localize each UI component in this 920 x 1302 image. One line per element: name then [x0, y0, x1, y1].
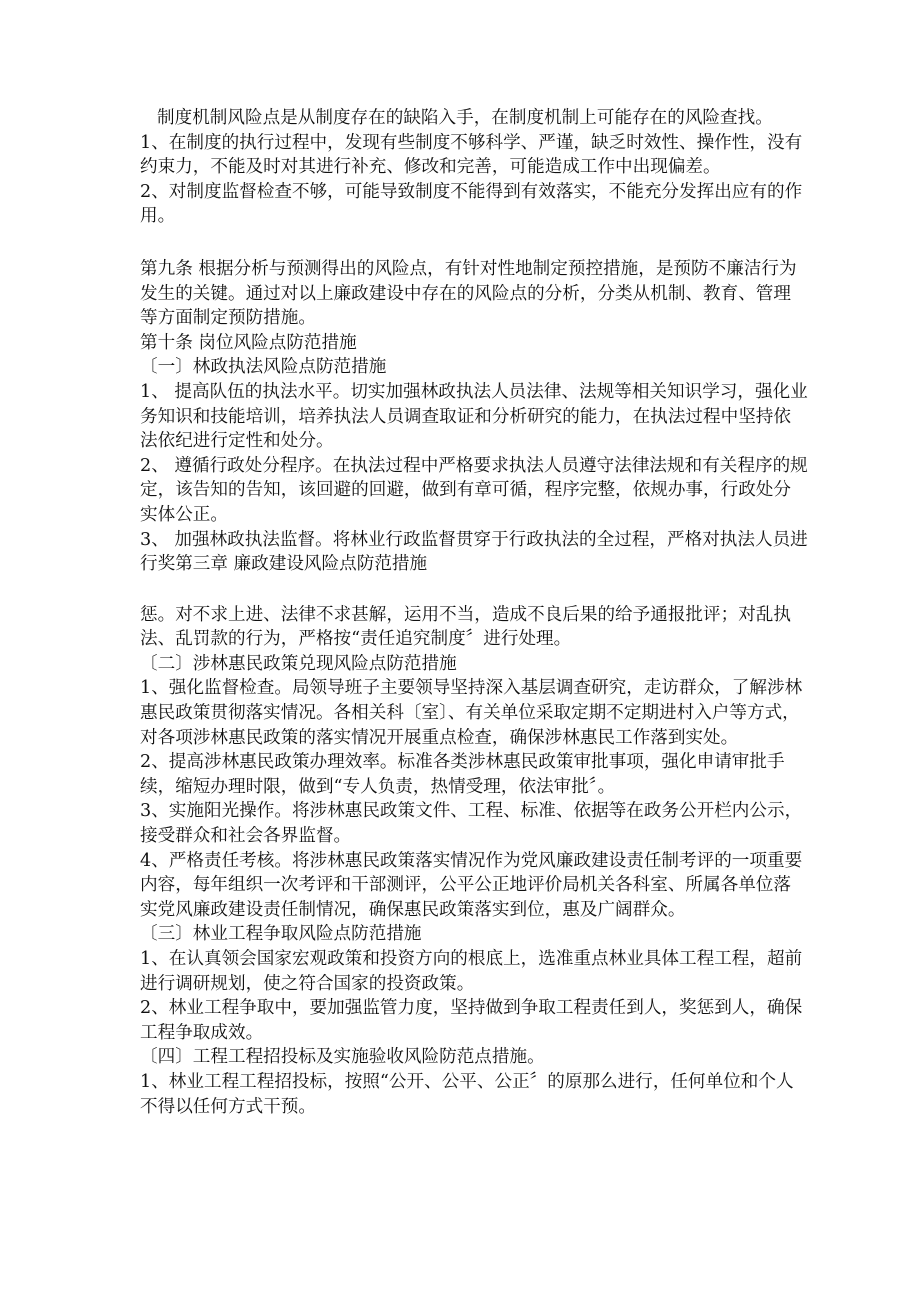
section-two-item-1: 1、强化监督检查。局领导班子主要领导坚持深入基层调查研究，走访群众，了解涉林惠民政策贯彻落实情况。各相关科〔室〕、有关单位采取定期不定期进村入户等方式，对各项涉林惠民政策的落实情况开展重点检查，确保涉林惠民工作落到实处。 [140, 678, 803, 748]
section-two-heading: 〔二〕涉林惠民政策兑现风险点防范措施 [140, 653, 457, 674]
paragraph-gap [140, 229, 808, 257]
section-two-item-3: 3、实施阳光操作。将涉林惠民政策文件、工程、标准、依据等在政务公开栏内公示，接受群众和社会各界监督。 [140, 801, 803, 847]
article-nine: 第九条 根据分析与预测得出的风险点，有针对性地制定预控措施，是预防不廉洁行为发生的关键。通过对以上廉政建设中存在的风险点的分析，分类从机制、教育、管理等方面制定预防措施。 [140, 258, 797, 329]
section-two-item-4: 4、严格责任考核。将涉林惠民政策落实情况作为党风廉政建设责任制考评的一项重要内容，每年组织一次考评和干部测评，公平公正地评价局机关各科室、所属各单位落实党风廉政建设责任制情况，确保惠民政策落实到位，惠及广阔群众。 [140, 850, 803, 920]
paragraph-gap [140, 577, 808, 603]
section-one-heading: 〔一〕林政执法风险点防范措施 [140, 357, 387, 378]
section-two-item-2: 2、提高涉林惠民政策办理效率。标准各类涉林惠民政策审批事项，强化申请审批手续，缩短办理时限，做到“专人负责，热情受理，依法审批〞。 [140, 752, 785, 797]
paragraph-intro: 制度机制风险点是从制度存在的缺陷入手，在制度机制上可能存在的风险查找。 [157, 108, 773, 128]
section-four-item-1: 1、林业工程工程招投标，按照“公开、公平、公正〞的原那么进行，任何单位和个人不得以任何方式干预。 [140, 1071, 794, 1117]
paragraph-item-2: 2、对制度监督检查不够，可能导致制度不能得到有效落实，不能充分发挥出应有的作用。 [140, 181, 803, 227]
section-three-item-2: 2、林业工程争取中，要加强监管力度，坚持做到争取工程责任到人，奖惩到人，确保工程争取成效。 [140, 998, 803, 1043]
section-one-item-1: 1、 提高队伍的执法水平。切实加强林政执法人员法律、法规等相关知识学习，强化业务知识和技能培训，培养执法人员调查取证和分析研究的能力，在执法过程中坚持依法依纪进行定性和处分。 [140, 381, 808, 452]
section-one-item-3: 3、 加强林政执法监督。将林业行政监督贯穿于行政执法的全过程，严格对执法人员进行奖第三章 廉政建设风险点防范措施 [140, 529, 808, 575]
section-one-item-2: 2、 遵循行政处分程序。在执法过程中严格要求执法人员遵守法律法规和有关程序的规定，该告知的告知，该回避的回避，做到有章可循，程序完整，依规办事，行政处分实体公正。 [140, 455, 808, 525]
section-one-item-3-continued: 惩。对不求上进、法律不求甚解，运用不当，造成不良后果的给予通报批评；对乱执法、乱罚款的行为，严格按“责任追究制度〞进行处理。 [140, 604, 791, 650]
section-four-heading: 〔四〕工程工程招投标及实施验收风险防范点措施。 [140, 1047, 545, 1068]
article-ten-heading: 第十条 岗位风险点防范措施 [140, 332, 357, 353]
section-three-heading: 〔三〕林业工程争取风险点防范措施 [140, 924, 422, 945]
paragraph-item-1: 1、在制度的执行过程中，发现有些制度不够科学、严谨，缺乏时效性、操作性，没有约束力，不能及时对其进行补充、修改和完善，可能造成工作中出现偏差。 [140, 132, 803, 178]
section-three-item-1: 1、在认真领会国家宏观政策和投资方向的根底上，选准重点林业具体工程工程，超前进行调研规划，使之符合国家的投资政策。 [140, 949, 803, 994]
